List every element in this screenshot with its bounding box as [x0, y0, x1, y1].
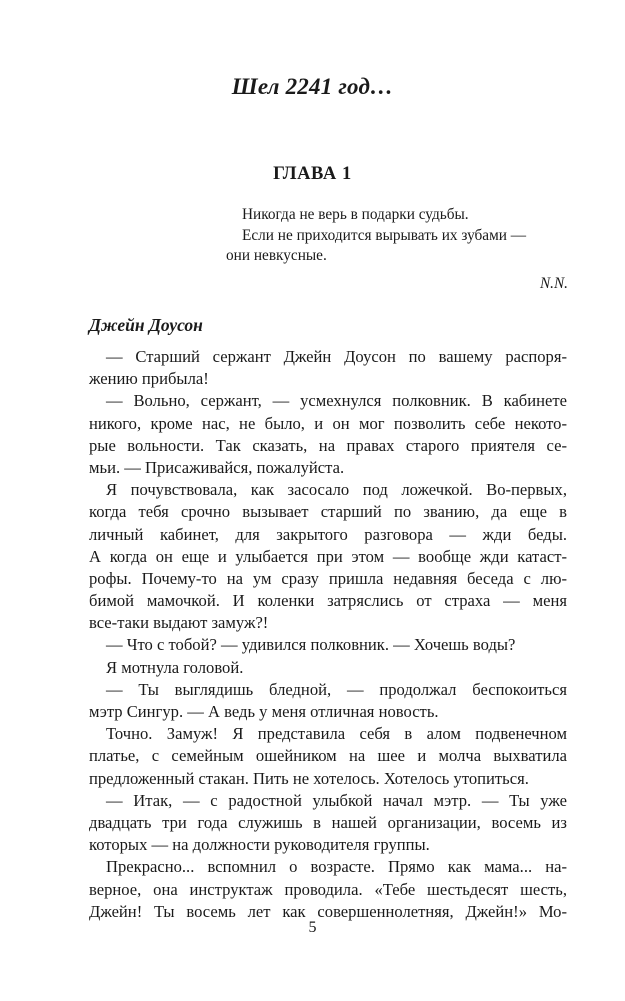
text-line: платье, с семейным ошейником на шее и молча выхватила: [89, 746, 567, 766]
text-line: которых — на должности руководителя группы.: [89, 835, 430, 855]
text-line: — Старший сержант Джейн Доусон по вашему распоря-: [106, 347, 567, 366]
text-line: А когда он еще и улыбается при этом — вообще жди катаст-: [89, 546, 567, 566]
text-line: бимой мамочкой. И коленки затряслись от страха — меня: [89, 591, 567, 611]
body-text: [89, 346, 567, 923]
text-line: — Что с тобой? — удивился полковник. — Хочешь воды?: [106, 635, 516, 655]
epigraph-line: Никогда не верь в подарки судьбы.: [242, 206, 469, 223]
text-line: когда тебя срочно вызывает старший по званию, да еще в: [89, 502, 567, 522]
section-heading: Шел 2241 год…: [231, 74, 394, 99]
text-line: верное, она инструктаж проводила. «Тебе шестьдесят шесть,: [89, 879, 567, 899]
text-line: личный кабинет, для закрытого разговора — жди беды.: [89, 524, 567, 544]
page-number: 5: [308, 919, 317, 936]
pov-character-heading: Джейн Доусон: [89, 315, 203, 335]
text-line: никого, кроме нас, не было, и он мог позволить себе некото-: [89, 413, 567, 433]
text-line: Я мотнула головой.: [106, 657, 244, 677]
text-line: Точно. Замуж! Я представила себя в алом подвенечном: [106, 724, 567, 744]
text-line: рофы. Почему-то на ум сразу пришла недавняя беседа с лю-: [89, 568, 567, 588]
text-line: Прекрасно... вспомнил о возрасте. Прямо как мама... на-: [106, 857, 567, 877]
text-line: — Ты выглядишь бледной, — продолжал беспокоиться: [106, 679, 567, 699]
text-line: — Вольно, сержант, — усмехнулся полковник. В кабинете: [106, 391, 567, 411]
text-line: предложенный стакан. Пить не хотелось. Хотелось утопиться.: [89, 768, 529, 788]
text-line: двадцать три года служишь в нашей организации, восемь из: [89, 812, 567, 832]
chapter-title: ГЛАВА 1: [273, 164, 352, 184]
epigraph-line: они невкусные.: [226, 247, 327, 264]
text-line: Джейн! Ты восемь лет как совершеннолетняя, Джейн!» Мо-: [89, 901, 567, 921]
epigraph-line: Если не приходится вырывать их зубами —: [242, 226, 527, 244]
text-line: жению прибыла!: [89, 369, 209, 389]
text-line: рые вольности. Так сказать, на правах старого приятеля се-: [89, 435, 567, 455]
epigraph-author: N.N.: [539, 274, 568, 292]
text-line: все-таки выдают замуж?!: [89, 613, 269, 633]
text-line: мьи. — Присаживайся, пожалуйста.: [89, 457, 345, 477]
text-line: мэтр Сингур. — А ведь у меня отличная новость.: [89, 702, 439, 721]
epigraph: [226, 205, 568, 294]
text-line: Я почувствовала, как засосало под ложечкой. Во-первых,: [106, 480, 567, 500]
text-line: — Итак, — с радостной улыбкой начал мэтр. — Ты уже: [106, 790, 567, 810]
